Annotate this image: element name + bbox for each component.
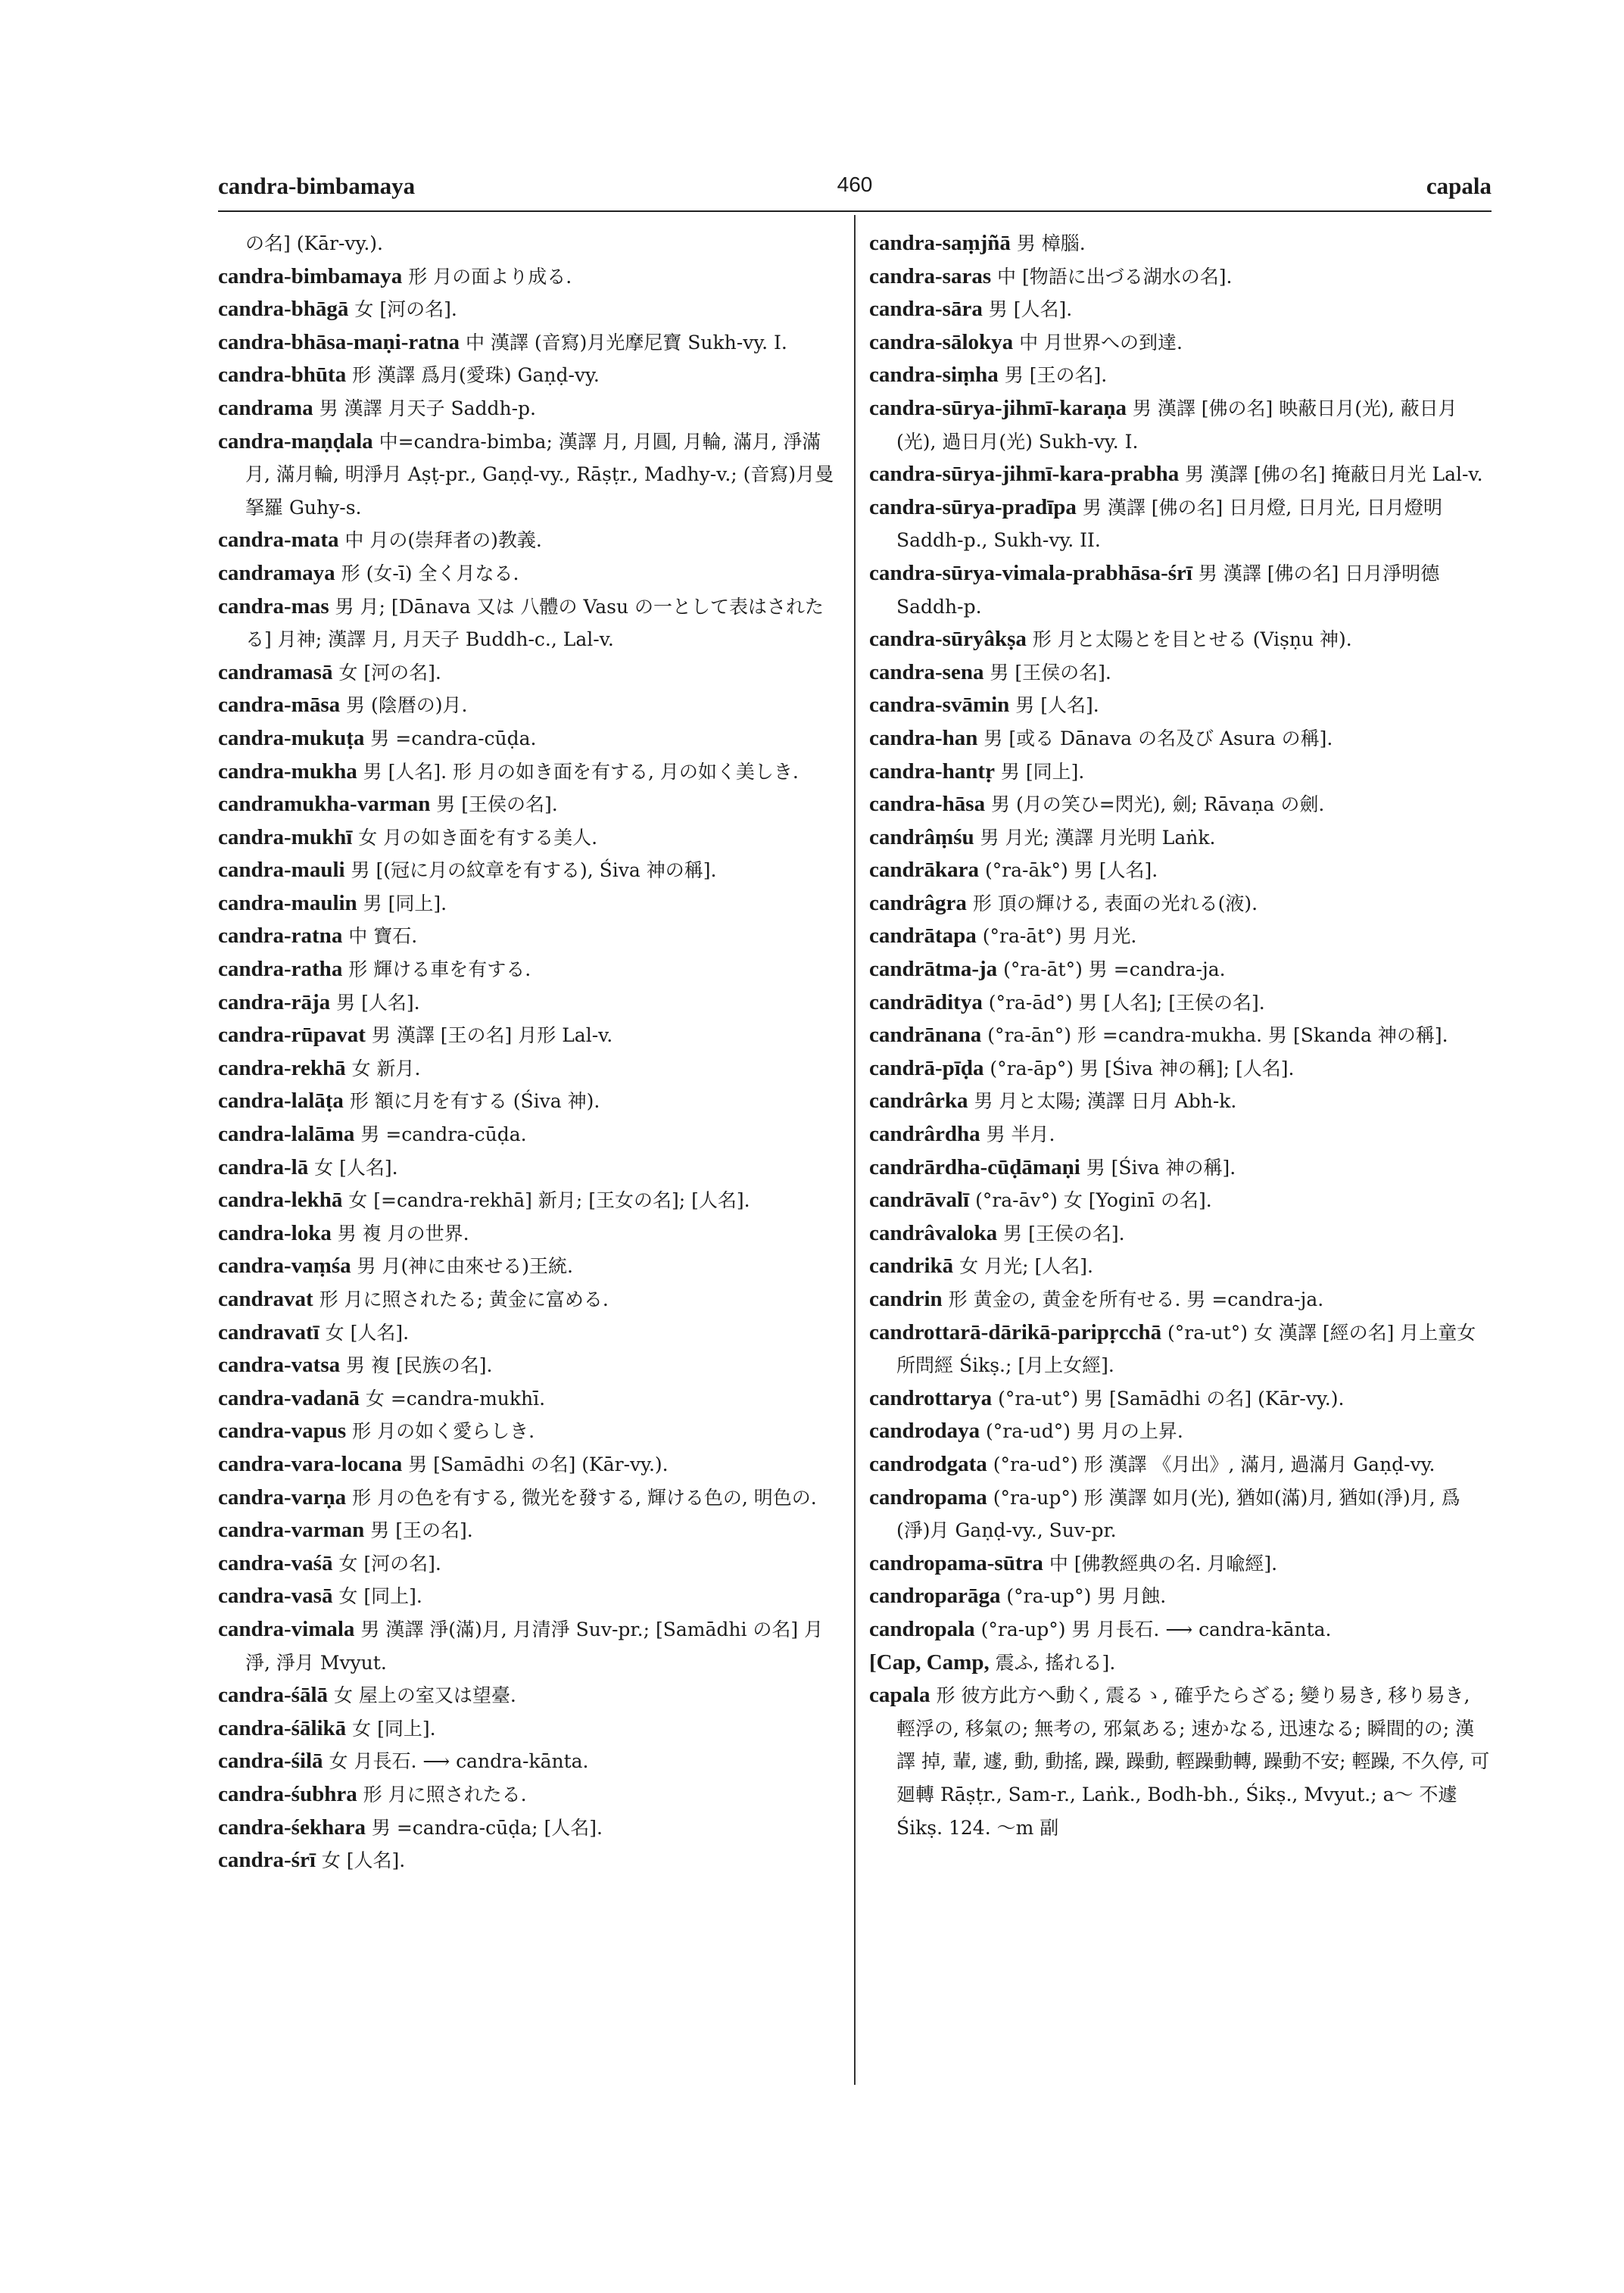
entry-headword: candrottarā-dārikā-paripṛcchā <box>869 1319 1162 1344</box>
entry-definition: 男 =candra-cūḍa. <box>354 1123 527 1146</box>
entry-definition: (°ra-ud°) 形 漢譯 《月出》, 滿月, 過滿月 Gaṇḍ-vy. <box>987 1453 1435 1475</box>
entry-definition: 男 漢譯 [王の名] 月形 Lal-v. <box>365 1024 613 1047</box>
dictionary-entry <box>869 1448 1492 1481</box>
entry-definition: 男 月光; 漢譯 月光明 Laṅk. <box>974 826 1216 849</box>
dictionary-entry <box>869 1547 1492 1581</box>
dictionary-entry <box>869 1679 1492 1844</box>
entry-headword: candra-rāja <box>218 989 331 1014</box>
entry-definition: (°ra-ād°) 男 [人名]; [王侯の名]. <box>982 991 1265 1014</box>
entry-definition: 男 [(冠に月の紋章を有する), Śiva 神の稱]. <box>344 859 717 882</box>
dictionary-entry <box>869 656 1492 690</box>
entry-headword: candrāditya <box>869 989 983 1014</box>
entry-definition: (°ra-āt°) 男 月光. <box>976 925 1137 948</box>
dictionary-entry <box>218 590 840 656</box>
dictionary-entry <box>869 458 1492 491</box>
dictionary-entry <box>218 557 840 590</box>
entry-definition: 男 [王侯の名]. <box>983 661 1111 684</box>
entry-definition: 形 頂の輝ける, 表面の光れる(液). <box>966 892 1258 914</box>
entry-definition: (°ra-āk°) 男 [人名]. <box>979 859 1158 882</box>
entry-headword: candrākara <box>869 858 979 883</box>
dictionary-entry <box>218 1812 840 1845</box>
entry-headword: candravat <box>218 1287 313 1311</box>
entry-headword: candra-lekhā <box>218 1188 343 1213</box>
entry-definition: (°ra-ān°) 形 =candra-mukha. 男 [Skanda 神の稱]. <box>981 1024 1448 1047</box>
entry-headword: candrodgata <box>869 1451 987 1476</box>
entry-definition: 男 (月の笑ひ=閃光), 劍; Rāvaṇa の劍. <box>985 793 1325 816</box>
dictionary-entry <box>218 392 840 425</box>
entry-headword: candrottarya <box>869 1385 993 1410</box>
dictionary-entry <box>218 1151 840 1185</box>
dictionary-entry <box>869 1382 1492 1416</box>
dictionary-entry <box>218 425 840 525</box>
dictionary-entry <box>869 722 1492 756</box>
dictionary-entry <box>218 722 840 756</box>
entry-headword: candra-mukha <box>218 759 357 784</box>
entry-definition: 中=candra-bimba; 漢譯 月, 月圓, 月輪, 滿月, 淨滿月, 滿月輪, 明淨月 Aṣṭ-pr., Gaṇḍ-vy., Rāṣṭr., Madhy-v.; (音寫)月曼拏羅 Guhy-s. <box>245 430 834 519</box>
entry-headword: candravatī <box>218 1319 320 1344</box>
entry-headword: candra-vaṃśa <box>218 1254 351 1279</box>
entry-definition: 女 [河の名]. <box>332 1552 441 1575</box>
dictionary-entry <box>218 1415 840 1448</box>
dictionary-entry <box>869 392 1492 458</box>
entry-headword: candra-śrī <box>218 1848 316 1873</box>
entry-definition: 震ふ, 搖れる]. <box>989 1651 1116 1674</box>
entry-definition: 女 [人名]. <box>308 1156 398 1179</box>
entry-headword: candra-mukuṭa <box>218 725 365 750</box>
entry-headword: candramasā <box>218 659 333 684</box>
entry-definition: 形 (女-ī) 全く月なる. <box>335 562 519 584</box>
entry-definition: 女 [人名]. <box>319 1321 410 1344</box>
dictionary-entry <box>869 1085 1492 1118</box>
entry-headword: candra-varman <box>218 1518 365 1543</box>
entry-definition: 男 漢譯 淨(滿)月, 月清淨 Suv-pr.; [Samādhi の名] 月淨, 淨月 Mvyut. <box>245 1618 824 1674</box>
entry-definition: 男 複 月の世界. <box>331 1222 469 1245</box>
entry-definition: 男 樟腦. <box>1010 232 1086 254</box>
column-divider <box>854 215 856 2085</box>
entry-headword: candra-sāra <box>869 297 983 322</box>
entry-definition: 形 月と太陽とを目とせる (Viṣṇu 神). <box>1026 628 1352 651</box>
dictionary-entry <box>869 1580 1492 1613</box>
entry-definition: 形 月に照されたる; 黄金に富める. <box>313 1288 609 1310</box>
entry-definition: 女 月長石. ⟶ candra-kānta. <box>323 1750 589 1773</box>
entry-definition: 男 漢譯 [佛の名] 日月淨明德 Saddh-p. <box>896 562 1440 618</box>
entry-headword: candrârdha <box>869 1122 980 1147</box>
dictionary-entry <box>869 260 1492 294</box>
dictionary-entry <box>218 1349 840 1382</box>
dictionary-entry <box>869 1316 1492 1382</box>
entry-definition: 女 [=candra-rekhā] 新月; [王女の名]; [人名]. <box>342 1189 750 1212</box>
entry-headword: candra-ratha <box>218 957 343 982</box>
entry-headword: candra-sena <box>869 659 984 684</box>
entry-headword: candropama-sūtra <box>869 1550 1043 1575</box>
entry-definition: 中 [佛教經典の名. 月喩經]. <box>1043 1552 1278 1575</box>
dictionary-entry <box>869 1118 1492 1151</box>
entry-definition: 女 [同上]. <box>346 1717 436 1740</box>
entry-headword: candrama <box>218 395 313 420</box>
entry-definition: 男 [Śiva 神の稱]. <box>1080 1156 1236 1179</box>
entry-headword: candra-vasā <box>218 1584 333 1609</box>
entry-headword: candra-sūrya-jihmī-kara-prabha <box>869 462 1180 487</box>
dictionary-entry <box>869 1415 1492 1448</box>
dictionary-entry <box>869 1283 1492 1316</box>
entry-definition: 女 月の如き面を有する美人. <box>352 826 598 849</box>
entry-definition: 形 額に月を有する (Śiva 神). <box>343 1090 600 1113</box>
dictionary-entry <box>218 359 840 392</box>
entry-definition: 女 月光; [人名]. <box>953 1255 1093 1278</box>
page-header <box>218 173 1492 203</box>
entry-headword: candra-mata <box>218 528 339 553</box>
entry-definition: 男 (陰暦の)月. <box>340 694 468 717</box>
dictionary-entry <box>218 1679 840 1712</box>
entry-headword: candrātapa <box>869 924 977 949</box>
entry-definition: 形 月の如く愛らしき. <box>346 1420 535 1443</box>
entry-definition: 女 [河の名]. <box>332 661 441 684</box>
dictionary-entry <box>218 986 840 1020</box>
entry-headword: candra-sūrya-pradīpa <box>869 494 1077 519</box>
header-rule <box>218 210 1492 212</box>
right-column <box>869 227 1492 1844</box>
entry-definition: 男 [同上]. <box>994 760 1085 783</box>
dictionary-entry <box>218 1448 840 1481</box>
dictionary-entry <box>869 557 1492 623</box>
dictionary-entry <box>218 260 840 294</box>
left-column <box>218 227 840 1877</box>
entry-headword: candra-sūrya-vimala-prabhāsa-śrī <box>869 560 1192 585</box>
entry-definition: (°ra-āt°) 男 =candra-ja. <box>997 958 1226 981</box>
entry-headword: candra-lā <box>218 1154 309 1179</box>
entry-headword: candrâgra <box>869 890 967 915</box>
dictionary-entry <box>869 788 1492 821</box>
dictionary-entry <box>218 689 840 722</box>
entry-definition: 形 輝ける車を有する. <box>342 958 531 981</box>
entry-headword: candra-mas <box>218 594 329 618</box>
entry-headword: candrānana <box>869 1023 982 1048</box>
page-number: 460 <box>837 173 873 196</box>
entry-headword: candra-varṇa <box>218 1485 347 1509</box>
dictionary-entry <box>869 359 1492 392</box>
dictionary-entry <box>218 1217 840 1251</box>
entry-definition: 男 月と太陽; 漢譯 日月 Abh-k. <box>968 1090 1237 1113</box>
dictionary-entry <box>218 524 840 557</box>
entry-definition: 男 [人名]. <box>982 298 1073 321</box>
entry-headword: candra-śekhara <box>218 1815 366 1840</box>
running-head-right: capala <box>1426 173 1492 199</box>
dictionary-entry <box>869 293 1492 326</box>
dictionary-entry <box>218 1514 840 1547</box>
dictionary-entry <box>218 1712 840 1746</box>
entry-definition: 形 月に照されたる. <box>357 1783 527 1805</box>
entry-headword: candrikā <box>869 1254 954 1279</box>
entry-definition: 女 [人名]. <box>315 1849 406 1872</box>
entry-definition: 形 黄金の, 黄金を所有せる. 男 =candra-ja. <box>942 1288 1324 1310</box>
entry-definition: 男 月; [Dānava 又は 八體の Vasu の一として表はされたる] 月神; 漢譯 月, 月天子 Buddh-c., Lal-v. <box>245 595 824 651</box>
entry-headword: candra-saras <box>869 263 992 288</box>
entry-definition: 男 [人名]. <box>330 991 420 1014</box>
entry-definition: 女 屋上の室又は望臺. <box>328 1684 516 1707</box>
entry-definition: 形 漢譯 爲月(愛珠) Gaṇḍ-vy. <box>346 364 600 387</box>
entry-headword: candrā-pīḍa <box>869 1055 984 1080</box>
entry-definition: 形 彼方此方へ動く, 震るゝ, 確乎たらざる; 變り易き, 移り易き, 輕浮の, 移氣の; 無考の, 邪氣ある; 速かなる, 迅速なる; 瞬間的の; 漢譯 掉, 輩, 遽, 動, 動搖, 躁, 躁動, 輕躁動轉, 躁動不安; 輕躁, 不久停, 可廻轉 Rāṣṭr., Sam-r., Laṅk., Bodh-bh., Śikṣ., Mvyut.; a〜 不遽 Śikṣ. 124. 〜m 副 <box>896 1684 1490 1839</box>
entry-headword: candra-lalāma <box>218 1122 355 1147</box>
continued-text: の名] (Kār-vy.). <box>245 232 384 254</box>
entry-headword: candra-vimala <box>218 1616 355 1641</box>
dictionary-entry <box>869 1217 1492 1251</box>
entry-definition: 中 寶石. <box>342 925 418 948</box>
entry-definition: 男 [人名]. <box>1009 694 1099 717</box>
entry-headword: candra-loka <box>218 1220 332 1245</box>
entry-headword: candra-mukhī <box>218 824 353 849</box>
dictionary-entry <box>218 1250 840 1283</box>
dictionary-entry <box>869 1151 1492 1185</box>
entry-headword: candrātma-ja <box>869 957 998 982</box>
entry-headword: candra-maulin <box>218 890 357 915</box>
dictionary-entry <box>218 1745 840 1778</box>
entry-definition: 中 月世界への到達. <box>1013 331 1183 354</box>
entry-headword: capala <box>869 1683 930 1708</box>
entry-definition: 女 [河の名]. <box>348 298 457 321</box>
dictionary-entry <box>869 326 1492 360</box>
entry-definition: 女 =candra-mukhī. <box>359 1387 546 1410</box>
dictionary-entry <box>869 920 1492 953</box>
entry-definition: 男 漢譯 [佛の名] 掩蔽日月光 Lal-v. <box>1179 463 1483 486</box>
entry-headword: candra-śilā <box>218 1749 323 1774</box>
entry-headword: candra-māsa <box>218 693 341 718</box>
dictionary-entry <box>218 920 840 953</box>
dictionary-entry <box>218 1283 840 1316</box>
entry-definition: 女 [同上]. <box>332 1585 422 1608</box>
dictionary-entry <box>869 953 1492 986</box>
entry-definition: (°ra-āp°) 男 [Śiva 神の稱]; [人名]. <box>983 1057 1295 1080</box>
entry-headword: candra-bimbamaya <box>218 263 403 288</box>
running-head-left: candra-bimbamaya <box>218 173 416 199</box>
dictionary-entry <box>218 1844 840 1877</box>
entry-headword: candra-saṃjñā <box>869 231 1011 255</box>
entry-headword: candramukha-varman <box>218 792 431 817</box>
dictionary-entry <box>869 1613 1492 1647</box>
entry-definition: 男 =candra-cūḍa. <box>364 727 537 749</box>
dictionary-entry <box>218 1547 840 1581</box>
entry-headword: candrāvalī <box>869 1188 970 1213</box>
entry-headword: candra-sūryâkṣa <box>869 627 1027 652</box>
entry-headword: candra-vara-locana <box>218 1451 403 1476</box>
entry-definition: (°ra-ut°) 女 漢譯 [經の名] 月上童女所問經 Śikṣ.; [月上女經]. <box>896 1321 1476 1377</box>
entry-definition: 男 月(神に由來せる)王統. <box>351 1255 573 1278</box>
dictionary-entry <box>218 821 840 855</box>
entry-headword: candra-vatsa <box>218 1353 341 1378</box>
dictionary-entry <box>218 887 840 921</box>
entry-headword: candra-sūrya-jihmī-karaṇa <box>869 395 1127 420</box>
dictionary-entry <box>218 854 840 887</box>
entry-definition: 男 複 [民族の名]. <box>340 1354 493 1377</box>
dictionary-entry <box>218 1052 840 1086</box>
entry-headword: candra-han <box>869 725 978 750</box>
entry-headword: candra-bhūta <box>218 363 347 388</box>
dictionary-entry <box>218 656 840 690</box>
entry-definition: 中 月の(崇拜者の)教義. <box>338 529 542 552</box>
entry-headword: candrodaya <box>869 1419 980 1444</box>
dictionary-entry <box>218 953 840 986</box>
dictionary-entry <box>869 1052 1492 1086</box>
entry-headword: candramaya <box>218 560 335 585</box>
dictionary-entry <box>218 1085 840 1118</box>
dictionary-entry <box>869 689 1492 722</box>
dictionary-entry <box>218 326 840 360</box>
entry-headword: candrârka <box>869 1089 968 1114</box>
entry-definition: 男 [人名]. 形 月の如き面を有する, 月の如く美しき. <box>357 760 799 783</box>
dictionary-entry <box>869 1647 1492 1680</box>
entry-definition: (°ra-ud°) 男 月の上昇. <box>980 1420 1183 1443</box>
entry-definition: (°ra-up°) 男 月蝕. <box>1000 1585 1167 1608</box>
dictionary-entry <box>218 1580 840 1613</box>
dictionary-entry <box>218 1778 840 1812</box>
entry-headword: candra-vaśā <box>218 1550 333 1575</box>
entry-headword: candra-rūpavat <box>218 1023 366 1048</box>
dictionary-entry <box>869 1481 1492 1547</box>
entry-definition: 男 [王の名]. <box>364 1519 473 1542</box>
entry-headword: candra-svāmin <box>869 693 1010 718</box>
entry-headword: candra-mauli <box>218 858 345 883</box>
entry-definition: 男 [或る Dānava の名及び Asura の稱]. <box>977 727 1333 749</box>
dictionary-entry <box>869 227 1492 260</box>
dictionary-entry <box>218 1184 840 1217</box>
entry-definition: 中 漢譯 (音寫)月光摩尼寶 Sukh-vy. I. <box>460 331 787 354</box>
entry-headword: candra-ratna <box>218 924 343 949</box>
dictionary-entry <box>218 788 840 821</box>
dictionary-entry <box>869 1250 1492 1283</box>
dictionary-entry <box>869 1184 1492 1217</box>
entry-definition: 男 [Samādhi の名] (Kār-vy.). <box>402 1453 669 1475</box>
dictionary-entry <box>218 1382 840 1416</box>
entry-definition: 男 =candra-cūḍa; [人名]. <box>365 1816 603 1839</box>
entry-headword: candroparāga <box>869 1584 1001 1609</box>
entry-headword: candra-siṃha <box>869 363 999 388</box>
dictionary-entry <box>218 1118 840 1151</box>
entry-definition: 男 漢譯 月天子 Saddh-p. <box>313 397 536 419</box>
dictionary-entry <box>869 623 1492 656</box>
entry-definition: (°ra-āv°) 女 [Yoginī の名]. <box>969 1189 1212 1212</box>
dictionary-entry <box>869 887 1492 921</box>
entry-headword: candrâvaloka <box>869 1220 998 1245</box>
entry-headword: candra-śālikā <box>218 1715 347 1740</box>
entry-headword: candra-hantṛ <box>869 759 995 784</box>
entry-headword: candra-śubhra <box>218 1781 357 1806</box>
dictionary-entry <box>869 491 1492 557</box>
entry-definition: (°ra-up°) 男 月長石. ⟶ candra-kānta. <box>974 1618 1332 1640</box>
entry-definition: 男 漢譯 [佛の名] 日月燈, 日月光, 日月燈明 Saddh-p., Sukh-vy. II. <box>896 496 1443 552</box>
dictionary-entry <box>218 293 840 326</box>
entry-definition: 男 [王侯の名]. <box>997 1222 1125 1245</box>
entry-headword: candra-bhāsa-maṇi-ratna <box>218 329 460 354</box>
entry-definition: 形 月の色を有する, 微光を發する, 輝ける色の, 明色の. <box>346 1486 817 1509</box>
entry-headword: candra-vadanā <box>218 1385 360 1410</box>
dictionary-entry <box>218 756 840 789</box>
entry-headword: candrin <box>869 1287 943 1311</box>
entry-definition: (°ra-ut°) 男 [Samādhi の名] (Kār-vy.). <box>992 1387 1345 1410</box>
entry-headword: candra-śālā <box>218 1683 328 1708</box>
entry-headword: candra-rekhā <box>218 1055 346 1080</box>
entry-definition: 男 [同上]. <box>357 892 447 914</box>
entry-headword: candra-vapus <box>218 1419 347 1444</box>
entry-definition: 中 [物語に出づる湖水の名]. <box>991 265 1233 288</box>
entry-headword: candra-lalāṭa <box>218 1089 344 1114</box>
entry-headword: candra-hāsa <box>869 792 986 817</box>
dictionary-entry <box>869 1019 1492 1052</box>
entry-headword: candropama <box>869 1485 987 1509</box>
entry-headword: candrâṃśu <box>869 824 974 849</box>
dictionary-entry <box>869 986 1492 1020</box>
entry-headword: candropala <box>869 1616 975 1641</box>
dictionary-entry <box>218 1481 840 1515</box>
entry-definition: 女 新月. <box>345 1057 421 1080</box>
entry-headword: candra-bhāgā <box>218 297 349 322</box>
dictionary-entry <box>869 854 1492 887</box>
dictionary-entry <box>218 1019 840 1052</box>
entry-headword: [Cap, Camp, <box>869 1650 990 1675</box>
entry-headword: candrārdha-cūḍāmaṇi <box>869 1154 1080 1179</box>
entry-definition: 男 [王の名]. <box>998 364 1108 387</box>
dictionary-entry <box>869 821 1492 855</box>
entry-definition: 男 半月. <box>980 1123 1055 1146</box>
dictionary-entry <box>218 1316 840 1350</box>
entry-definition: (°ra-up°) 形 漢譯 如月(光), 猶如(滿)月, 猶如(淨)月, 爲(淨)月 Gaṇḍ-vy., Suv-pr. <box>896 1486 1460 1542</box>
dictionary-entry <box>869 756 1492 789</box>
entry-headword: candra-sālokya <box>869 329 1014 354</box>
dictionary-entry <box>218 1613 840 1679</box>
entry-headword: candra-maṇḍala <box>218 428 373 453</box>
entry-definition: 男 [王侯の名]. <box>430 793 558 816</box>
entry-definition: 形 月の面より成る. <box>402 265 572 288</box>
entry-definition: 男 漢譯 [佛の名] 映蔽日月(光), 蔽日月(光), 過日月(光) Sukh-vy. I. <box>896 397 1457 453</box>
